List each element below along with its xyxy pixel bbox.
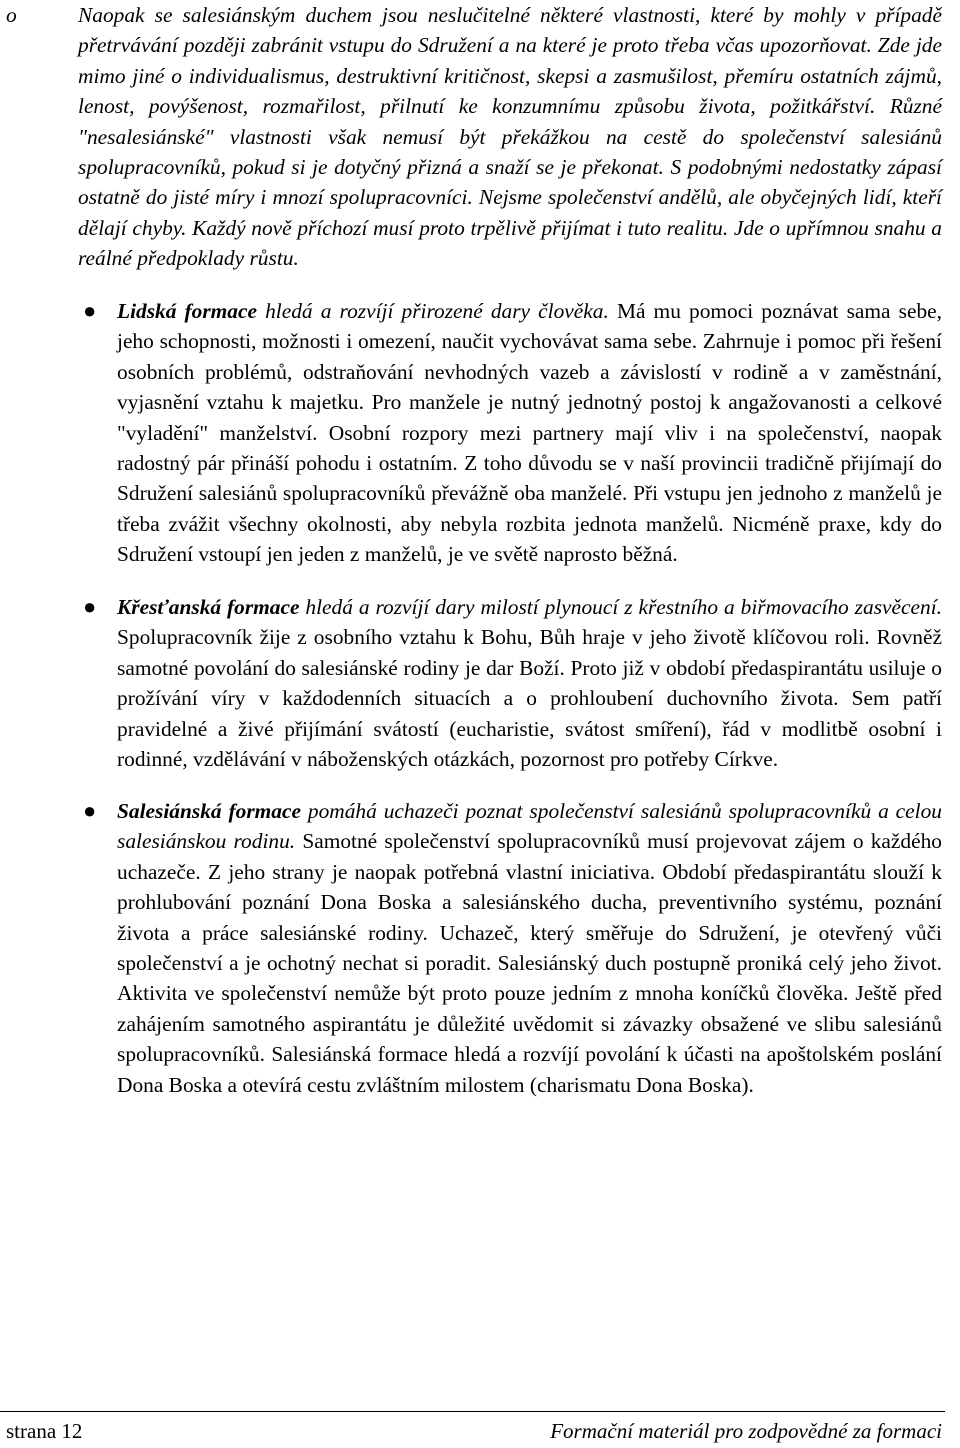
bullet-item-salesian-formation <box>83 796 942 1100</box>
sub-item-marker: o <box>6 3 17 27</box>
footer-divider <box>0 1411 945 1412</box>
bullet-dot-icon: ● <box>83 594 97 619</box>
page-footer <box>0 1411 960 1448</box>
bullet-lead: hledá a rozvíjí přirozené dary člověka. <box>257 299 609 323</box>
footer-page-number: strana 12 <box>6 1419 83 1443</box>
bullet-item-human-formation <box>83 296 943 570</box>
footer-document-title: Formační materiál pro zodpovědné za formaci <box>550 1419 942 1443</box>
bullet-dot-icon: ● <box>83 298 97 323</box>
bullet-body: Samotné společenství spolupracovníků musí projevovat zájem o každého uchazeče. Z jeho strany je naopak potřebná vlastní iniciativa. Období předaspirantátu slouží k prohlubování poznání Dona Boska a salesiánského ducha, preventivního systému, poznání života a práce salesiánské rodiny. Uchazeč, který směřuje do Sdružení, je otevřený vůči společenství a je ochotný nechat si poradit. Salesiánský duch postupně proniká celý jeho život. Aktivita ve společenství nemůže být proto pouze jedním z mnoha koníčků člověka. Ještě před zahájením samotného aspirantátu je důležité uvědomit si závazky obsažené ve slibu salesiánů spolupracovníků. Salesiánská formace hledá a rozvíjí povolání k účasti na apoštolském poslání Dona Boska a otevírá cestu zvláštním milostem (charismatu Dona Boska). <box>117 829 942 1097</box>
bullet-title: Křesťanská formace <box>117 595 300 619</box>
sub-item-paragraph <box>6 0 942 274</box>
bullet-title: Lidská formace <box>117 299 257 323</box>
bullet-body: Spolupracovník žije z osobního vztahu k Bohu, Bůh hraje v jeho životě klíčovou roli. Rovněž samotné povolání do salesiánské rodiny je dar Boží. Proto již v období předaspirantátu usiluje o prožívání víry v každodenních situacích a o prohloubení duchovního života. Sem patří pravidelné a živé přijímání svátostí (eucharistie, svátost smíření), řád v modlitbě osobní i rodinné, vzdělávání v náboženských otázkách, pozornost pro potřeby Církve. <box>117 625 942 772</box>
bullet-dot-icon: ● <box>83 798 97 823</box>
sub-item-text: Naopak se salesiánským duchem jsou neslučitelné některé vlastnosti, které by mohly v případě přetrvávání později zabránit vstupu do Sdružení a na které je proto třeba včas upozorňovat. Zde jde mimo jiné o individualismus, destruktivní kritičnost, skepsi a zasmušilost, přemíru ostatních zájmů, lenost, povýšenost, rozmařilost, přilnutí ke konzumnímu způsobu života, požitkářství. Různé "nesalesiánské" vlastnosti však nemusí být překážkou na cestě do společenství salesiánů spolupracovníků, pokud si je dotyčný přizná a snaží se je překonat. S podobnými nedostatky zápasí ostatně do jisté míry i mnozí spolupracovníci. Nejsme společenství andělů, ale obyčejných lidí, kteří dělají chyby. Každý nově příchozí musí proto trpělivě přijímat i tuto realitu. Jde o upřímnou snahu a reálné předpoklady růstu. <box>78 3 942 271</box>
bullet-title: Salesiánská formace <box>117 799 301 823</box>
bullet-body: Má mu pomoci poznávat sama sebe, jeho schopnosti, možnosti i omezení, naučit vychovávat sama sebe. Zahrnuje i pomoc při řešení osobních problémů, odstraňování nevhodných vazeb a závislostí v rodině a v zaměstnání, vyjasnění vztahu k majetku. Pro manžele je nutný jednotný postoj k angažovanosti a celkové "vyladění" manželství. Osobní rozpory mezi partnery mají vliv i na společenství, naopak radostný pár přináší pohodu i ostatním. Z toho důvodu se v naší provincii tradičně přijímají do Sdružení salesiánů spolupracovníků převážně oba manželé. Při vstupu jen jednoho z manželů je třeba zvážit všechny okolnosti, aby nebyla rozbita jednota manželů. Nicméně praxe, kdy do Sdružení vstoupí jen jeden z manželů, je ve světě naprosto běžná. <box>117 299 943 567</box>
bullet-lead: pomáhá uchazeči poznat společenství salesiánů spolupracovníků a celou salesiánskou rodinu. <box>117 799 942 854</box>
bullet-item-christian-formation <box>83 592 942 774</box>
bullet-lead: hledá a rozvíjí dary milostí plynoucí z křestního a biřmovacího zasvěcení. <box>299 595 942 619</box>
